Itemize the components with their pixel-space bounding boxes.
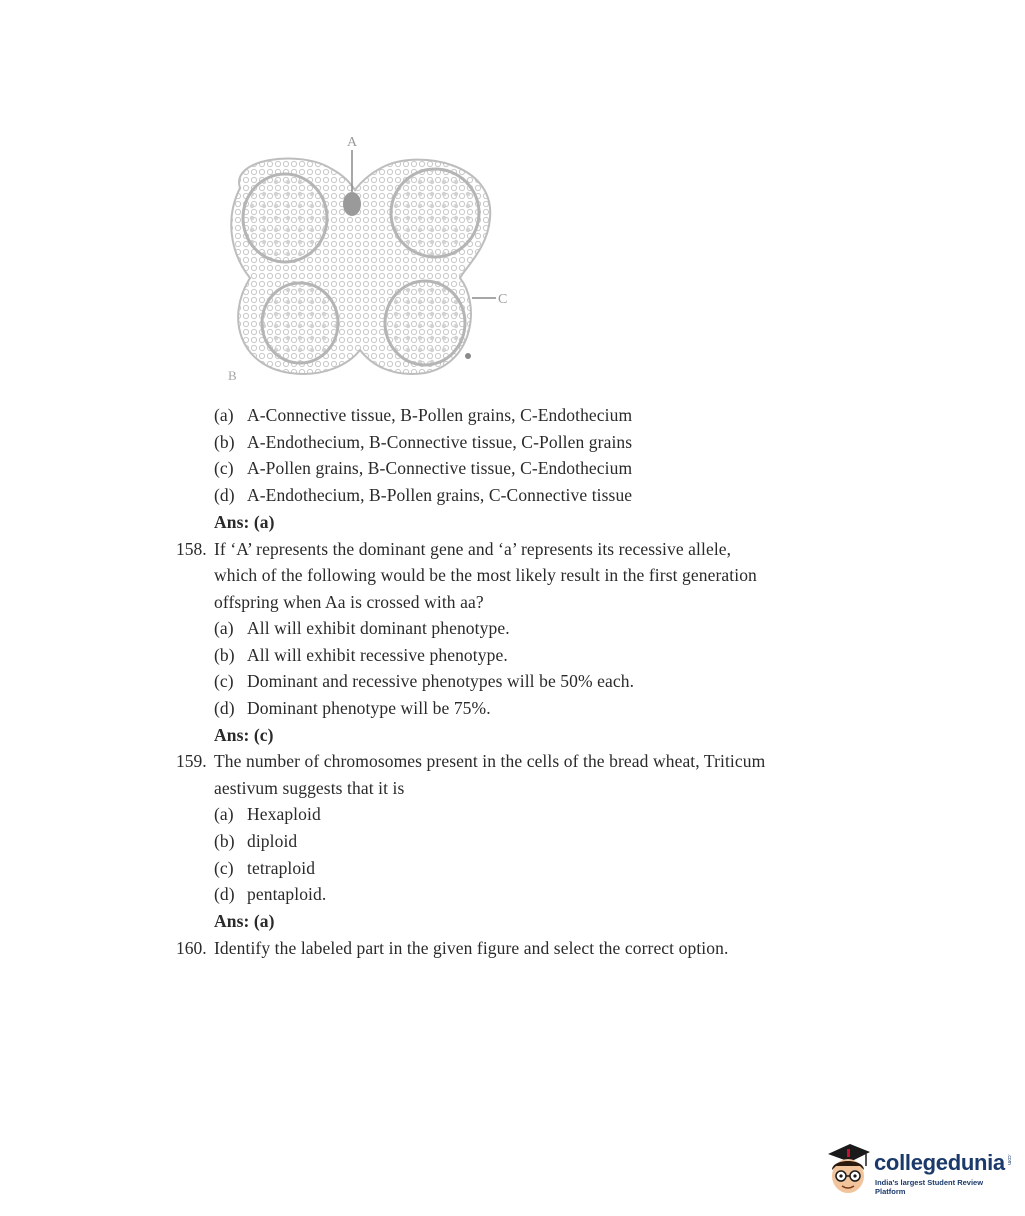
- option-text: A-Connective tissue, B-Pollen grains, C-Endothecium: [247, 405, 633, 425]
- q159-option-a: [214, 801, 321, 828]
- label-c: C: [498, 292, 508, 307]
- option-label: (b): [214, 831, 235, 851]
- mascot-icon: [824, 1140, 872, 1196]
- option-text: diploid: [247, 831, 298, 851]
- q158-option-d: [214, 695, 491, 722]
- q157-answer: Ans: (a): [214, 512, 275, 532]
- option-text: pentaploid.: [247, 884, 327, 904]
- q158-number: 158.: [176, 539, 207, 559]
- collegedunia-logo: [824, 1140, 1014, 1200]
- q159-option-b: [214, 828, 297, 855]
- q159-option-d: [214, 881, 326, 908]
- logo-tagline: India's largest Student Review Platform: [875, 1178, 984, 1196]
- q160-number: 160.: [176, 938, 207, 958]
- q159-answer: Ans: (a): [214, 911, 275, 931]
- q158-text-line-2: which of the following would be the most likely result in the first generation: [214, 565, 757, 585]
- pollen-sac-top-left: [243, 174, 327, 262]
- q157-option-b: [214, 429, 632, 456]
- option-label: (c): [214, 458, 234, 478]
- logo-domain-suffix: .com: [1006, 1154, 1012, 1165]
- q157-option-c: [214, 455, 632, 482]
- pollen-sac-bottom-left: [262, 283, 338, 363]
- option-label: (c): [214, 858, 234, 878]
- q158-option-b: [214, 642, 508, 669]
- vascular-bundle: [343, 192, 361, 216]
- option-label: (a): [214, 405, 234, 425]
- q159-option-c: [214, 855, 315, 882]
- anther-diagram: [210, 128, 520, 388]
- option-text: tetraploid: [247, 858, 316, 878]
- option-text: A-Endothecium, B-Pollen grains, C-Connective tissue: [247, 485, 633, 505]
- option-label: (d): [214, 884, 235, 904]
- option-label: (d): [214, 698, 235, 718]
- option-label: (b): [214, 645, 235, 665]
- option-label: (d): [214, 485, 235, 505]
- q159-text-line-2: aestivum suggests that it is: [214, 778, 405, 798]
- q158-option-c: [214, 668, 634, 695]
- logo-brand-text: collegedunia: [874, 1150, 1005, 1175]
- option-text: All will exhibit dominant phenotype.: [247, 618, 510, 638]
- q158-text-line-1: If ‘A’ represents the dominant gene and ‘a’ represents its recessive allele,: [214, 539, 732, 559]
- q158-answer: Ans: (c): [214, 725, 274, 745]
- label-b: B: [228, 368, 237, 383]
- q158-option-a: [214, 615, 510, 642]
- option-label: (a): [214, 804, 234, 824]
- q157-option-d: [214, 482, 632, 509]
- option-text: A-Pollen grains, B-Connective tissue, C-Endothecium: [247, 458, 633, 478]
- option-text: Hexaploid: [247, 804, 321, 824]
- option-text: All will exhibit recessive phenotype.: [247, 645, 508, 665]
- anther-cross-section-figure: [210, 128, 520, 388]
- pollen-sac-top-right: [391, 169, 479, 257]
- option-text: A-Endothecium, B-Connective tissue, C-Pollen grains: [247, 432, 633, 452]
- q159-number: 159.: [176, 751, 207, 771]
- q157-option-a: [214, 402, 632, 429]
- option-text: Dominant phenotype will be 75%.: [247, 698, 491, 718]
- option-label: (c): [214, 671, 234, 691]
- option-label: (b): [214, 432, 235, 452]
- option-text: Dominant and recessive phenotypes will be 50% each.: [247, 671, 635, 691]
- pollen-sac-bottom-right: [385, 281, 465, 365]
- option-label: (a): [214, 618, 234, 638]
- q160-text-line-1: Identify the labeled part in the given figure and select the correct option.: [214, 938, 729, 958]
- label-a: A: [347, 135, 358, 150]
- q158-text-line-3: offspring when Aa is crossed with aa?: [214, 592, 484, 612]
- q159-text-line-1: The number of chromosomes present in the cells of the bread wheat, Triticum: [214, 751, 766, 771]
- pointer-dot: [465, 353, 471, 359]
